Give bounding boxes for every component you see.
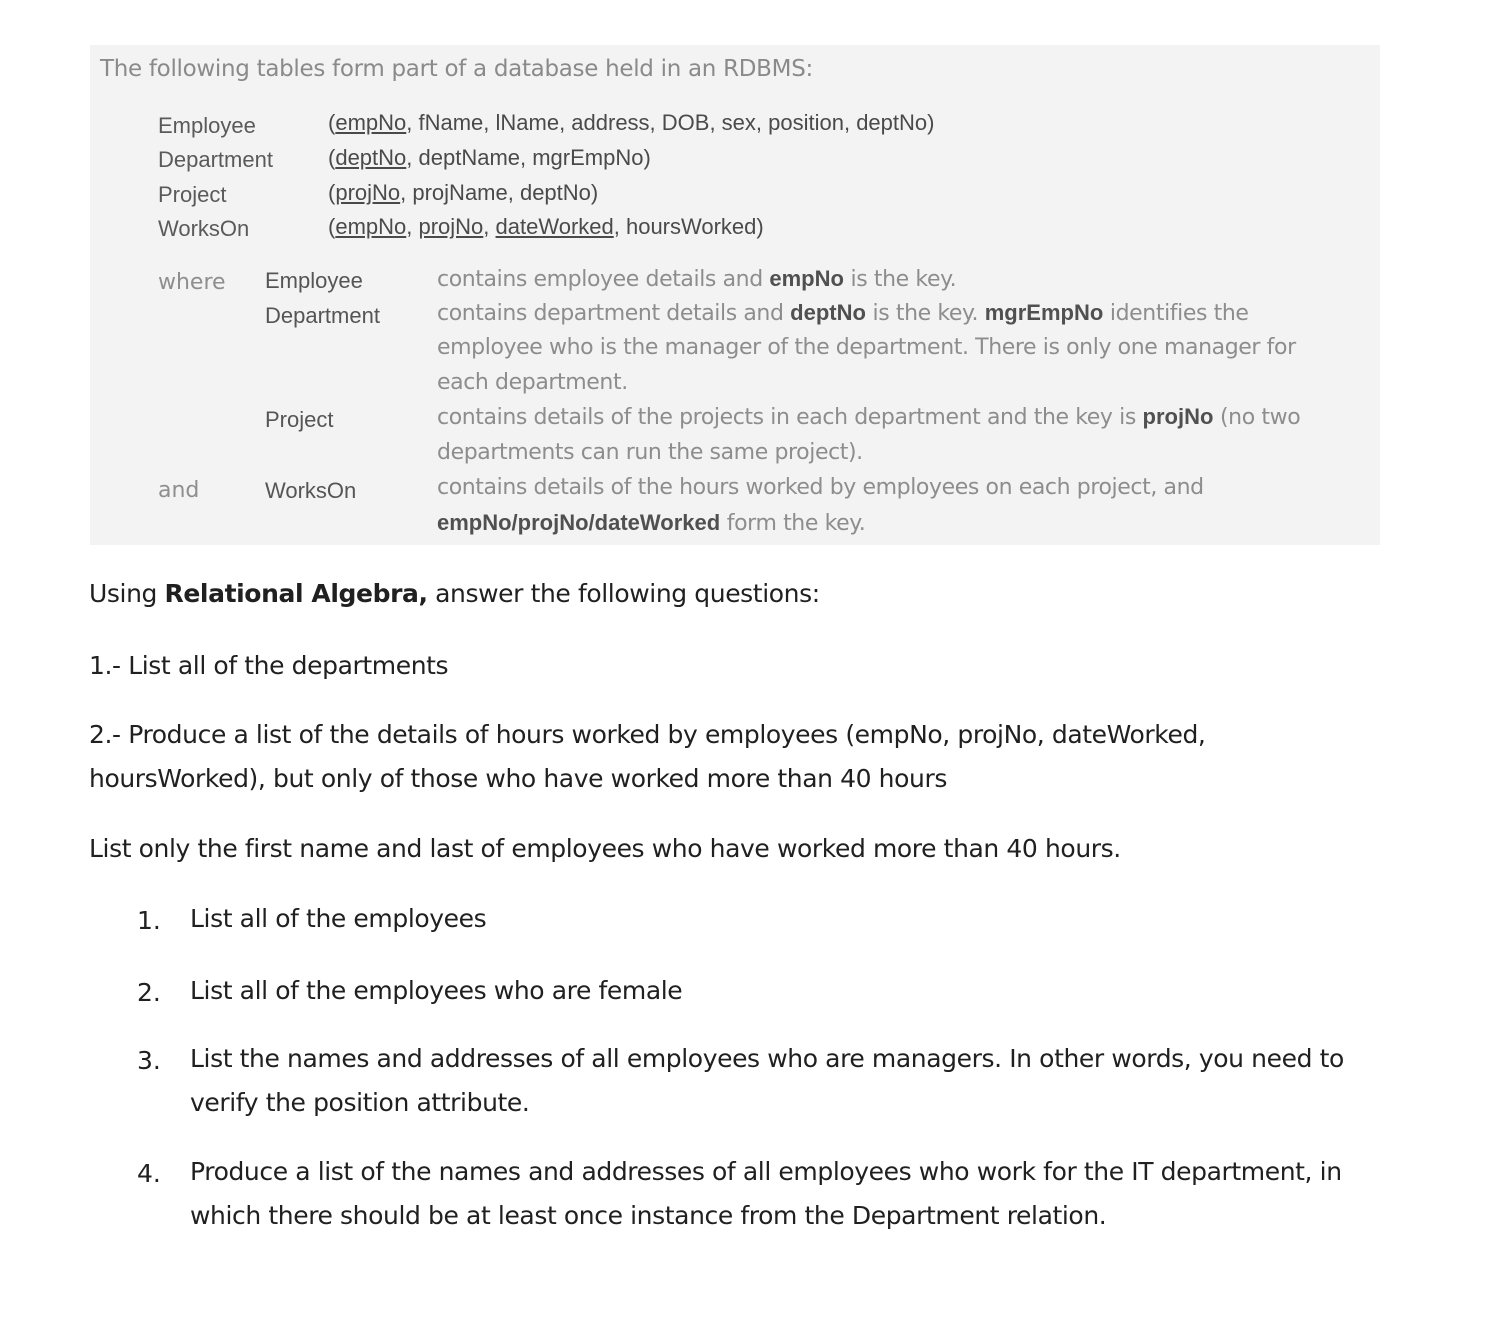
list-number: 1.	[137, 906, 161, 935]
desc-department-line3: each department.	[437, 370, 628, 395]
intro-text: The following tables form part of a database held in an RDBMS:	[100, 56, 813, 82]
desc-department-line2: employee who is the manager of the department. There is only one manager for	[437, 335, 1296, 360]
relation-name-employee: Employee	[158, 113, 256, 138]
relation-attrs-workson: (empNo, projNo, dateWorked, hoursWorked)	[328, 214, 764, 239]
relation-attrs-project: (projNo, projName, deptNo)	[328, 180, 599, 205]
relation-name-workson: WorksOn	[158, 216, 250, 241]
key-attr: dateWorked	[495, 214, 614, 239]
relation-attrs-department: (deptNo, deptName, mgrEmpNo)	[328, 145, 651, 170]
question-2-line1: 2.- Produce a list of the details of hours worked by employees (empNo, projNo, dateWorked,	[89, 720, 1206, 749]
list-number: 2.	[137, 978, 161, 1007]
list-number: 4.	[137, 1159, 161, 1188]
relation-name-project: Project	[158, 182, 227, 207]
key-attr: empNo	[335, 110, 407, 135]
list-item-3-line2: verify the position attribute.	[190, 1088, 530, 1117]
instructions: Using Relational Algebra, answer the following questions:	[89, 579, 820, 608]
list-item-2: List all of the employees who are female	[190, 976, 683, 1005]
list-item-1: List all of the employees	[190, 904, 487, 933]
where-keyword: where	[158, 270, 226, 295]
term-workson: WorksOn	[265, 478, 357, 503]
question-2-line2: hoursWorked), but only of those who have worked more than 40 hours	[89, 764, 947, 793]
term-project: Project	[265, 407, 334, 432]
key-attr: deptNo	[335, 145, 407, 170]
desc-employee: contains employee details and empNo is the key.	[437, 266, 957, 292]
desc-project-line2: departments can run the same project).	[437, 440, 863, 465]
desc-project-line1: contains details of the projects in each department and the key is projNo (no two	[437, 404, 1301, 430]
key-attr: projNo	[418, 214, 484, 239]
list-item-4-line1: Produce a list of the names and addresses of all employees who work for the IT department, in	[190, 1157, 1342, 1186]
list-item-3-line1: List the names and addresses of all employees who are managers. In other words, you need to	[190, 1044, 1344, 1073]
term-employee: Employee	[265, 268, 363, 293]
term-department: Department	[265, 303, 380, 328]
desc-workson-line2: empNo/projNo/dateWorked form the key.	[437, 510, 866, 536]
and-keyword: and	[158, 478, 200, 503]
desc-department-line1: contains department details and deptNo is the key. mgrEmpNo identifies the	[437, 300, 1249, 326]
key-attr: empNo	[335, 214, 407, 239]
question-3: List only the first name and last of employees who have worked more than 40 hours.	[89, 834, 1121, 863]
question-1: 1.- List all of the departments	[89, 651, 449, 680]
relation-attrs-employee: (empNo, fName, lName, address, DOB, sex, position, deptNo)	[328, 110, 935, 135]
relation-name-department: Department	[158, 147, 273, 172]
key-attr: projNo	[335, 180, 401, 205]
desc-workson-line1: contains details of the hours worked by employees on each project, and	[437, 475, 1204, 500]
list-item-4-line2: which there should be at least once instance from the Department relation.	[190, 1201, 1107, 1230]
list-number: 3.	[137, 1046, 161, 1075]
